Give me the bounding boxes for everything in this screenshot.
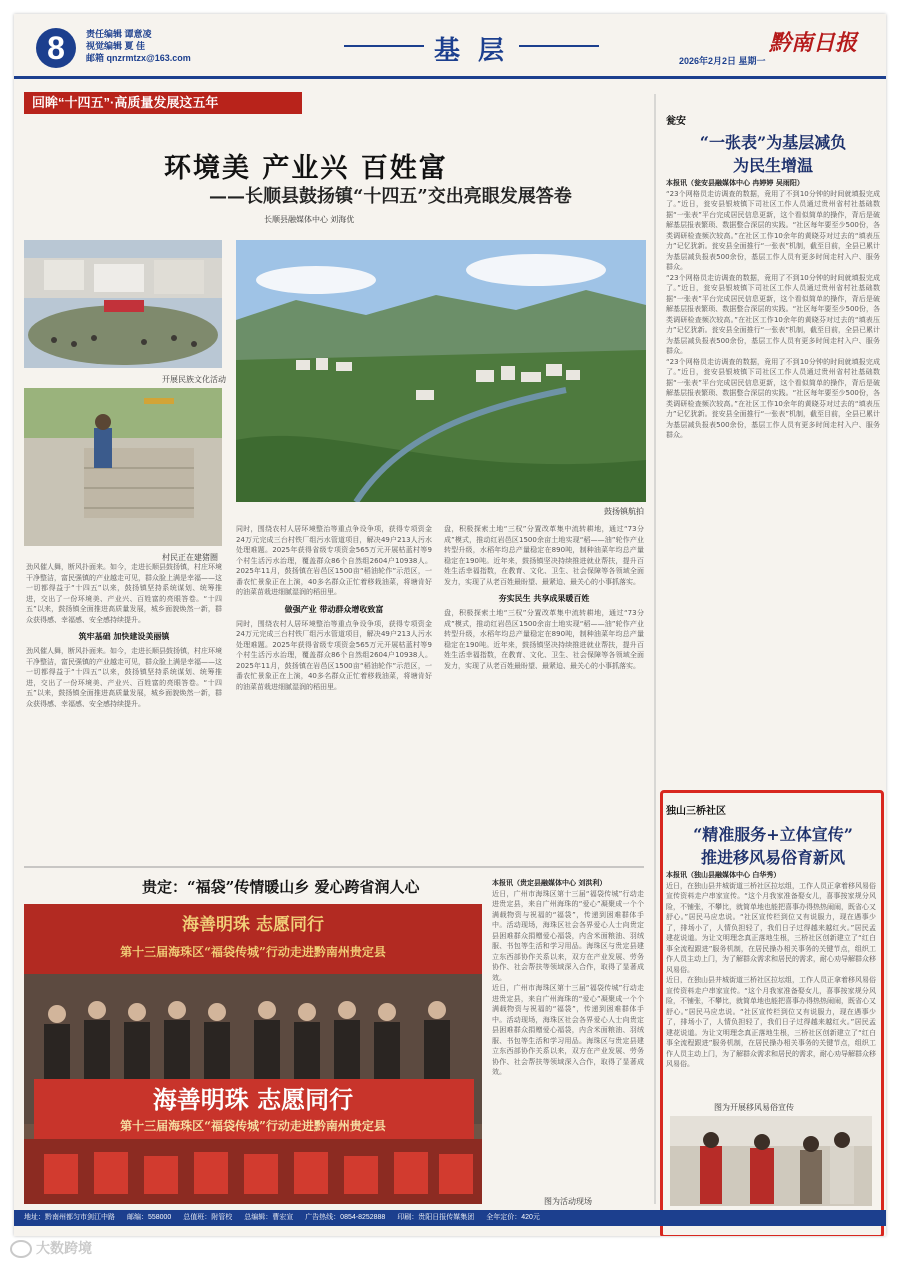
paragraph: 劲风催人舞，断风扑面来。如今，走进长顺县鼓扬镇，村庄环境干净整洁，富民强镇的产业越走可见，群众脸上满是幸福——这一切都得益于“十四五”以来，鼓扬镇坚持系统谋划、统筹推进，交出了一份环境美、产业兴、百姓富的亮眼答卷。“十四五”以来，鼓扬镇全面推进高质量发展，城乡面貌焕然一新，群众获得感、幸福感、安全感持续提升。 bbox=[26, 563, 222, 624]
paragraph: 近日，在独山县井城街道三桥社区拉坛组，工作人员正拿着移风易俗宣传资料走户串家宣传。“这个月我家准备娶女儿，喜事按家规分风险，不铺张，不攀比，就简单地也能把喜事办得热热闹闹，既省心又舒心。”居民马应忠说。“社区宣传栏到位又有说服力，现在遇事少了，排场小了，人情负担轻了，我们日子过得越来越红火。”居民孟建花说道。为让文明理念真正落地生根，三桥社区创新建立了“红白事全流程跟进”服务机制，在居民操办相关事务的关键节点，组织工作人员主动上门，为了解群众需求和居民的需求，耐心劝导解群众移风易俗。 bbox=[666, 976, 876, 1068]
footer-duty: 总值班：附管校 bbox=[183, 1214, 233, 1221]
email-line: 邮箱 qnzrmtzx@163.com bbox=[86, 53, 191, 63]
bottom-article-byline: 本报讯（贵定县融媒体中心 刘洪利） bbox=[492, 879, 607, 887]
article2-caption: 图为开展移风易俗宣传 bbox=[714, 1103, 794, 1112]
main-text-col1 bbox=[26, 562, 222, 864]
paragraph: “23个网格员走访调查的数据，竟用了不到10分钟的时间就填报完成了。”近日，瓮安县银坡镇下司社区工作人员通过贵州省村社基础数据“一张表”平台完成居民信息更新，这个看似简单的操作，背后是破解基层报表繁琐、数据整合深层的实践。“社区每年要至少500份，各类调研检查频次较高。”在社区工作10余年的黄晓芬对过去的“填表压力”记忆犹新。瓮安县全面推行“一张表”机制，截至目前，全县已累计为基层减负报表500余份，基层工作人员有更多时间走村入户、服务群众。 bbox=[666, 189, 880, 271]
bottom-separator bbox=[24, 866, 644, 868]
watermark bbox=[10, 1238, 92, 1258]
article2-title: “精准服务+立体宣传” 推进移风易俗育新风 bbox=[693, 825, 853, 867]
event-photo bbox=[24, 904, 482, 1204]
editor-line: 责任编辑 谭意凌 bbox=[86, 29, 152, 39]
newspaper-page bbox=[14, 14, 886, 1236]
article2-body bbox=[666, 870, 876, 1100]
article2-byline: 本报讯（独山县融媒体中心 白华秀） bbox=[666, 871, 781, 879]
paragraph: 近日，广州市海珠区第十三届“福袋传城”行动走进贵定县，来自广州海珠的“爱心”凝聚成一个个满载物资与祝福的“福袋”，传递到困难群体手中。活动现场，海珠区社会各界爱心人士向贵定县困难群众捐赠爱心福袋，内含米面粮油、羽绒服、书包等生活和学习用品。海珠区与贵定县建立东西部协作关系以来，双方在产业发展、劳务协作、社会帮扶等领域深入合作，取得了显著成效。 bbox=[492, 984, 644, 1076]
newspaper-brand: 黔南日报 bbox=[769, 30, 858, 56]
paragraph: 近日，在独山县井城街道三桥社区拉坛组，工作人员正拿着移风易俗宣传资料走户串家宣传。“这个月我家准备娶女儿，喜事按家规分风险，不铺张，不攀比，就简单地也能把喜事办得热热闹闹，既省心又舒心。”居民马应忠说。“社区宣传栏到位又有说服力，现在遇事少了，排场小了，人情负担轻了，我们日子过得越来越红火。”居民孟建花说道。为让文明理念真正落地生根，三桥社区创新建立了“红白事全流程跟进”服务机制，在居民操办相关事务的关键节点，组织工作人员主动上门，为了解群众需求和居民的需求，耐心劝导解群众移风易俗。 bbox=[666, 881, 876, 974]
footer-chief-editor: 总编辑：曹宏宣 bbox=[244, 1214, 294, 1221]
section-ornament-left bbox=[344, 42, 424, 50]
main-text-col3 bbox=[444, 524, 644, 864]
panorama-photo bbox=[236, 240, 646, 502]
column-divider bbox=[654, 94, 656, 1204]
village-photo bbox=[24, 388, 222, 546]
bottom-article-body bbox=[492, 878, 644, 1194]
main-text-col2 bbox=[236, 524, 432, 864]
article2-photo bbox=[670, 1116, 872, 1206]
main-headline: 环境美 产业兴 百姓富 bbox=[164, 153, 448, 184]
watermark-text: 大数跨境 bbox=[36, 1240, 92, 1256]
watermark-logo-icon bbox=[10, 1240, 32, 1258]
footer-ad-hotline: 广告热线：0854-8252888 bbox=[305, 1214, 386, 1221]
issue-date: 2026年2月2日 星期一 bbox=[679, 56, 766, 66]
panorama-caption: 鼓扬镇航拍 bbox=[604, 507, 644, 516]
paragraph: “23个网格员走访调查的数据，竟用了不到10分钟的时间就填报完成了。”近日，瓮安县银坡镇下司社区工作人员通过贵州省村社基础数据“一张表”平台完成居民信息更新，这个看似简单的操作，背后是破解基层报表繁琐、数据整合深层的实践。“社区每年要至少500份，各类调研检查频次较高。”在社区工作10余年的黄晓芬对过去的“填表压力”记忆犹新。瓮安县全面推行“一张表”机制，截至目前，全县已累计为基层减负报表500余份，基层工作人员有更多时间走村入户、服务群众。 bbox=[666, 273, 880, 355]
visual-editor-line: 视觉编辑 夏 佳 bbox=[86, 41, 146, 51]
village-caption: 村民正在建猪圈 bbox=[162, 553, 218, 562]
page-number: 8 bbox=[36, 28, 76, 68]
paragraph: 盘，积极探索土地“三权”分置改革集中流转耕地，通过“73分成”模式，推动红岩邑区1500余亩土地实现“稻——油”轮作产业转型升级，水稻年均总产量稳定在890吨，制种油菜年均总产量稳定在190吨。近年来，鼓扬镇坚决持续推进就业帮扶，提升百姓生活幸福指数，在教育、文化、卫生、社会保障等各领域全面发力，实现了从老百姓最盼望、最紧迫、最关心的小事抓落实。 bbox=[444, 525, 644, 586]
section-heading-livelihood: 夯实民生 共享成果暖百姓 bbox=[498, 594, 590, 603]
section-ornament-right bbox=[519, 42, 599, 50]
section-heading-industry: 做强产业 带动群众增收致富 bbox=[284, 604, 384, 614]
section-heading-infra: 筑牢基础 加快建设美丽镇 bbox=[78, 632, 170, 641]
footer-printer: 印刷：贵阳日报传媒集团 bbox=[397, 1214, 475, 1221]
article1-body bbox=[666, 178, 880, 778]
footer-address: 地址：黔南州都匀市剑江中路 bbox=[24, 1214, 115, 1221]
bottom-article-caption: 图为活动现场 bbox=[544, 1197, 592, 1206]
banner-front-subtitle: 第十三届海珠区“福袋传城”行动走进黔南州贵定县 bbox=[120, 1119, 386, 1133]
banner-front-title: 海善明珠 志愿同行 bbox=[152, 1085, 354, 1114]
main-subhead: ——长顺县鼓扬镇“十四五”交出亮眼发展答卷 bbox=[209, 186, 572, 207]
series-banner: 回眸“十四五”·高质量发展这五年 bbox=[24, 92, 302, 114]
paragraph: 盘，积极探索土地“三权”分置改革集中流转耕地，通过“73分成”模式，推动红岩邑区1500余亩土地实现“稻——油”轮作产业转型升级，水稻年均总产量稳定在890吨，制种油菜年均总产量稳定在190吨。近年来，鼓扬镇坚决持续推进就业帮扶，提升百姓生活幸福指数，在教育、文化、卫生、社会保障等各领域全面发力，实现了从老百姓最盼望、最紧迫、最关心的小事抓落实。 bbox=[444, 609, 644, 670]
page-footer bbox=[14, 1210, 886, 1226]
main-byline: 长顺县融媒体中心 刘海优 bbox=[264, 215, 355, 224]
bottom-article-title: 贵定：“福袋”传情暖山乡 爱心跨省润人心 bbox=[142, 878, 420, 896]
section-name: 基层 bbox=[434, 36, 523, 66]
paragraph: 劲风催人舞，断风扑面来。如今，走进长顺县鼓扬镇，村庄环境干净整洁，富民强镇的产业越走可见，群众脸上满是幸福——这一切都得益于“十四五”以来，鼓扬镇坚持系统谋划、统筹推进，交出了一份环境美、产业兴、百姓富的亮眼答卷。“十四五”以来，鼓扬镇全面推进高质量发展，城乡面貌焕然一新，群众获得感、幸福感、安全感持续提升。 bbox=[26, 647, 222, 708]
paragraph: 同时，围绕农村人居环境整治等重点争设争项，获得专项资金24万元完成三台村铁厂组污水管道项目，解决49户213人污水处理难题。2025年获得省级专项资金565万元开展枯蓝村等9个村生活污水治理，覆盖群众86个自然组2604户10938人。2025年11月，鼓扬镇在岩邑区1500亩“稻油轮作”示范区，一番农忙景象正在上演，40多名群众正忙着移栽油菜，将塘肯好的油菜苗栽进细腻湿润的稻田里。 bbox=[236, 525, 432, 596]
festival-caption: 开展民族文化活动 bbox=[162, 375, 226, 384]
masthead bbox=[14, 14, 886, 79]
paragraph: 近日，广州市海珠区第十三届“福袋传城”行动走进贵定县，来自广州海珠的“爱心”凝聚成一个个满载物资与祝福的“福袋”，传递到困难群体手中。活动现场，海珠区社会各界爱心人士向贵定县困难群众捐赠爱心福袋，内含米面粮油、羽绒服、书包等生活和学习用品。海珠区与贵定县建立东西部协作关系以来，双方在产业发展、劳务协作、社会帮扶等领域深入合作，取得了显著成效。 bbox=[492, 889, 644, 982]
banner-top-title: 海善明珠 志愿同行 bbox=[182, 915, 324, 935]
paragraph: “23个网格员走访调查的数据，竟用了不到10分钟的时间就填报完成了。”近日，瓮安县银坡镇下司社区工作人员通过贵州省村社基础数据“一张表”平台完成居民信息更新，这个看似简单的操作，背后是破解基层报表繁琐、数据整合深层的实践。“社区每年要至少500份，各类调研检查频次较高。”在社区工作10余年的黄晓芬对过去的“填表压力”记忆犹新。瓮安县全面推行“一张表”机制，截至目前，全县已累计为基层减负报表500余份，基层工作人员有更多时间走村入户、服务群众。 bbox=[666, 357, 880, 439]
article2-location-tag: 独山三桥社区 bbox=[666, 806, 726, 817]
article1-location-tag: 瓮安 bbox=[666, 116, 686, 127]
editor-info bbox=[86, 28, 191, 64]
festival-photo bbox=[24, 240, 222, 368]
footer-postcode: 邮编：558000 bbox=[126, 1214, 172, 1221]
paragraph: 同时，围绕农村人居环境整治等重点争设争项，获得专项资金24万元完成三台村铁厂组污水管道项目，解决49户213人污水处理难题。2025年获得省级专项资金565万元开展枯蓝村等9个村生活污水治理，覆盖群众86个自然组2604户10938人。2025年11月，鼓扬镇在岩邑区1500亩“稻油轮作”示范区，一番农忙景象正在上演，40多名群众正忙着移栽油菜，将塘肯好的油菜苗栽进细腻湿润的稻田里。 bbox=[236, 619, 432, 691]
banner-top-subtitle: 第十三届海珠区“福袋传城”行动走进黔南州贵定县 bbox=[120, 945, 386, 959]
article1-byline: 本报讯（瓮安县融媒体中心 冉婷婷 吴雨阳） bbox=[666, 179, 804, 187]
footer-price: 全年定价：420元 bbox=[486, 1214, 540, 1221]
article1-title: “一张表”为基层减负 为民生增温 bbox=[699, 133, 847, 175]
